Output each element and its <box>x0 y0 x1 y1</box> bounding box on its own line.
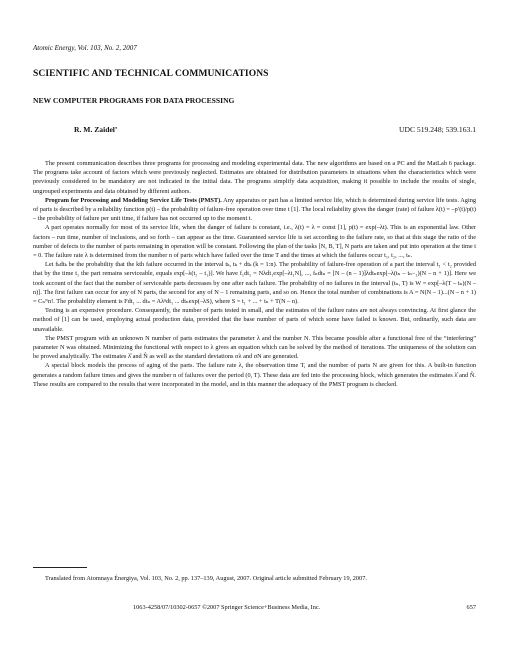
article-body <box>33 159 476 389</box>
body-paragraph: A part operates normally for most of its service life, when the danger of failure is constant, i.e., λ(t) = λ = const [1], p(t) = exp(–λt). This is an exponential law. Other factors – run time, number of inclusions, and so forth – can appear as the time. Guaranteed service life is set according to the failure rate, so that at this stage the ratio of the number of defects to the number of parts remaining in operation will be constant. Following the plan of the tasks [N, B, T], N parts are taken and put into operation at the time t = 0. The failure rate λ is determined from the number n of parts which have failed over the time T and the times at which the failures occur t₁, t₂, ..., tₙ. <box>33 224 477 260</box>
author-name: R. M. Zaidel’ <box>74 125 118 134</box>
page-number: 657 <box>466 604 476 611</box>
body-paragraph: The PMST program with an unknown N number of parts estimates the parameter λ and the number N. This became possible after a functional free of the “interfering” parameter N was obtained. Minimizing the functional with respect to λ gives an equation which can be solved by the method of iterations. The uniqueness of the solution can be proved analytically. The estimates λ̂ and N̂ as well as the standard deviations σλ and σN are generated. <box>33 334 476 361</box>
body-paragraph: Testing is an expensive procedure. Consequently, the number of parts tested in small, and the estimates of the failure rates are not always convincing. At first glance the method of [1] can be used, employing actual production data, provided that the base number of parts of which some have failed is known. But, ordinarily, such data are unavailable. <box>33 307 476 333</box>
body-paragraph: A special block models the process of aging of the parts. The failure rate λ, the observation time T, and the number of parts N are given for this. A built-in function generates a random failure times and gives the number n of failures over the period (0, T). These data are fed into the processing block, which generates the estimates λ̂ and N̂. These results are compared to the results that were incorporated in the model, and in this manner the adequacy of the PMST program is checked. <box>33 362 476 388</box>
udc-code: UDC 519.248; 539.163.1 <box>399 125 476 134</box>
body-paragraph: Let fₖdtₖ be the probability that the kth failure occurred in the interval tₖ, tₖ + dtₖ (k = 1:n). The probability of failure-free operation of a part the interval t₁ < t₂ provided that by the time t₁ the part remains serviceable, equals exp[–λ(t₂ – t₁)]. We have f₁dt₁ = Nλdt₁exp[–λt₁N], ..., fₙdtₙ = [N – (n – 1)]λdtₙexp[–λ(tₙ – tₙ₋₁)(N – n + 1)]. Here we took account of the fact that the number of serviceable parts decreases by one after each failure. The probability of no failures in the interval (tₙ, T) is W = exp[–λ(T – tₙ)(N – n)]. The first failure can occur for any of N parts, the second for any of N – 1 remaining parts, and so on. Hence the total number of combinations is A = N(N – 1)...(N – n + 1) = Cₙᴺn!. The probability element is Fdt₁ ... dtₙ = Aλⁿdt₁ ... dtₙexp(–λS), where S = t₁ + ... + tₙ + T(N – n). <box>33 261 476 306</box>
paragraph-text: Any apparatus or part has a limited service life, which is determined during service life tests. Aging of parts is described by a reliability function p(t) – the probability of failure-free operation over time t [1]. The local reliability gives the danger (rate) of failure λ(t) = –p′(t)/p(t) – the probability of failure per unit time, if failure has not occurred up to the moment t. <box>33 196 476 223</box>
paragraph-lead: Program for Processing and Modeling Service Life Tests (PMST). <box>45 196 222 204</box>
article-title: NEW COMPUTER PROGRAMS FOR DATA PROCESSING <box>33 96 235 105</box>
body-paragraph <box>33 196 476 224</box>
abstract-paragraph: The present communication describes three programs for processing and modeling experimental data. The new algorithms are based on a PC and the MatLab 6 package. The programs take account of factors which were previously neglected. Estimates are obtained for distribution parameters in situations when the characteristics which were previously considered to be mandatory are not indicated in the initial data. The programs simplify data acquisition, making it possible to include the results of single, ungrouped experiments and data obtained by different authors. <box>33 160 476 195</box>
journal-citation: Atomic Energy, Vol. 103, No. 2, 2007 <box>33 44 137 52</box>
section-heading: SCIENTIFIC AND TECHNICAL COMMUNICATIONS <box>33 69 269 79</box>
copyright-line: 1063-4258/07/10302-0657 ©2007 Springer Science+Business Media, Inc. <box>133 604 321 611</box>
footnote-divider <box>33 567 87 568</box>
footnote: Translated from Atomnaya Énergiya, Vol. 103, No. 2, pp. 137–139, August, 2007. Original article submitted February 19, 2007. <box>45 575 367 582</box>
